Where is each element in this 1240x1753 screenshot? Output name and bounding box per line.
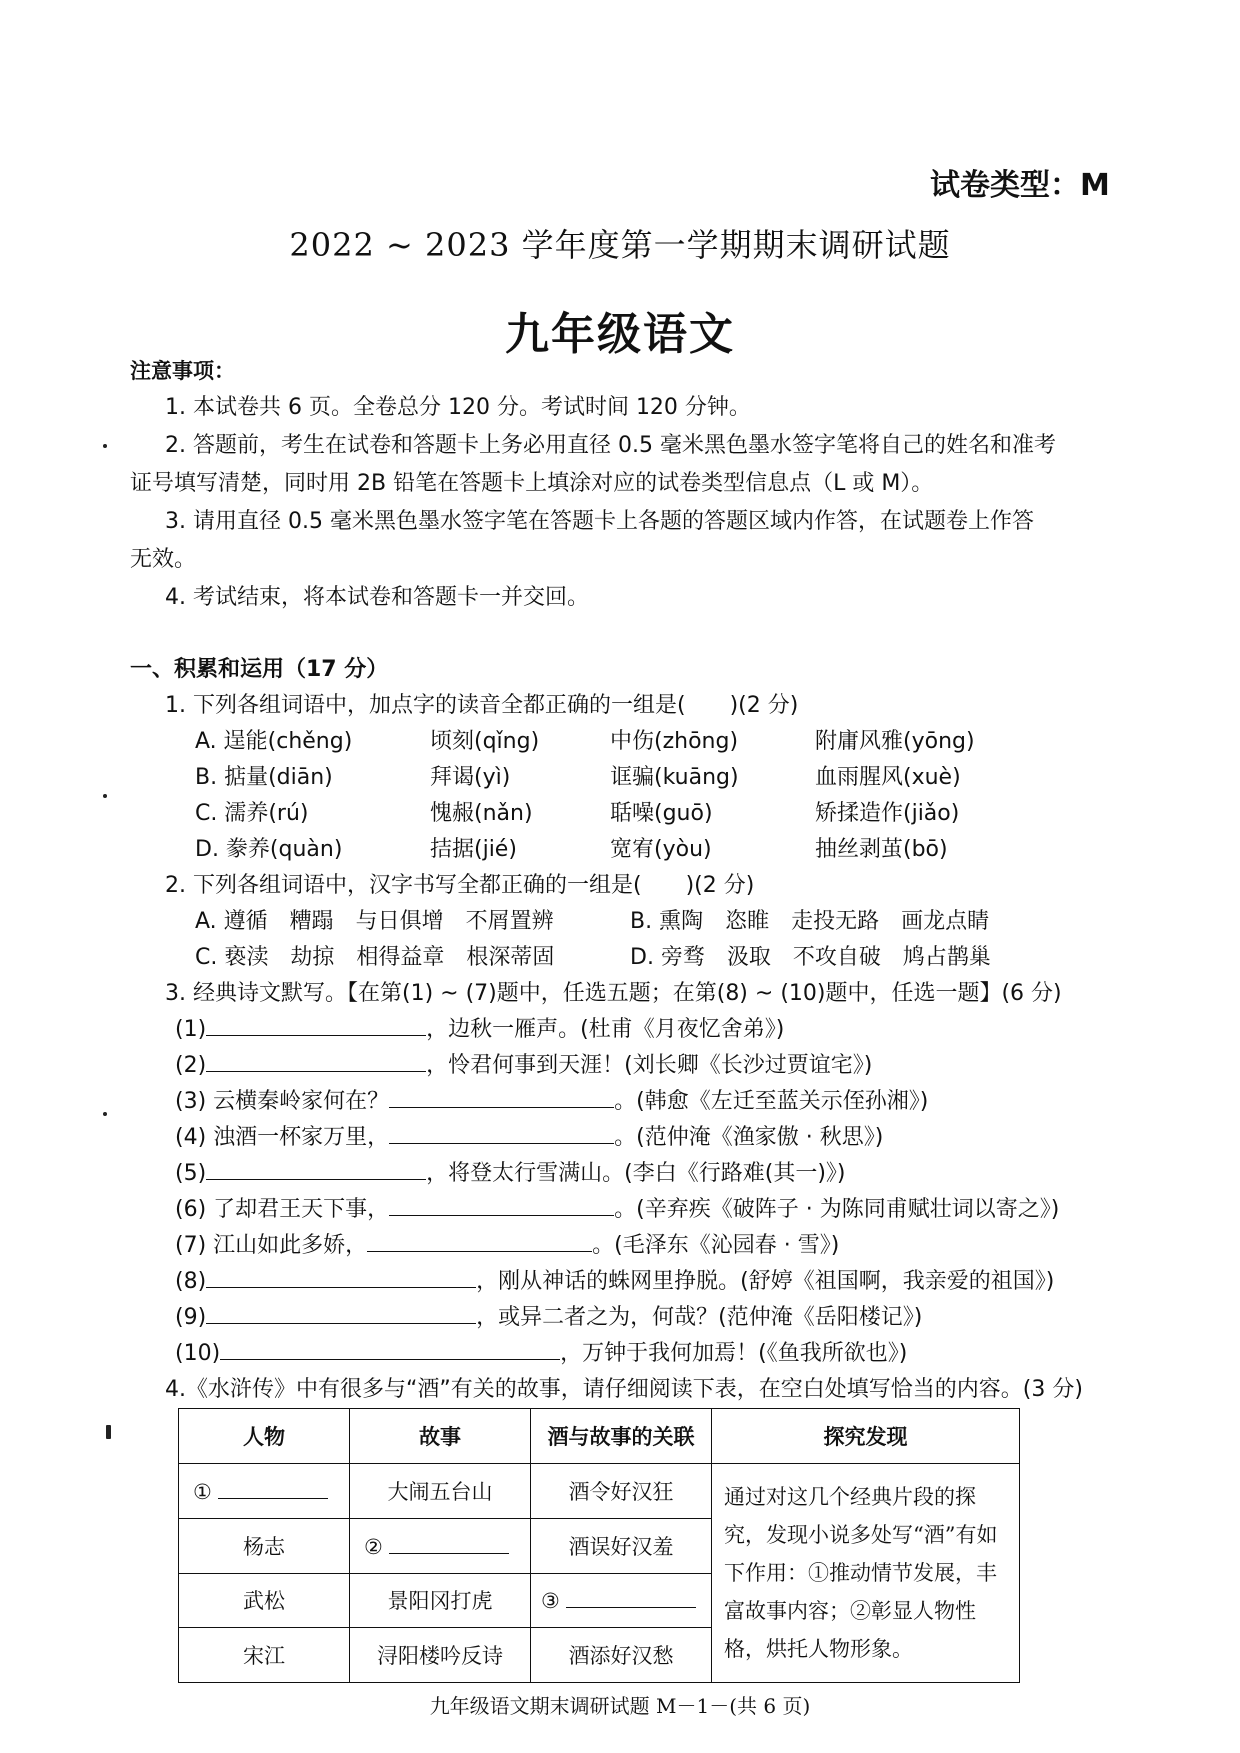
q1-b3: 诓骗(kuāng) xyxy=(610,765,739,790)
q4-stem: 4.《水浒传》中有很多与“酒”有关的故事，请仔细阅读下表，在空白处填写恰当的内容。(3 分) xyxy=(165,1377,1083,1402)
explore-cell: 通过对这几个经典片段的探究，发现小说多处写“酒”有如下作用：①推动情节发展，丰富故事内容；②彰显人物性格，烘托人物形象。 xyxy=(712,1464,1020,1683)
answer-blank[interactable] xyxy=(206,1303,476,1324)
q3-line-6: (6) 了却君王天下事， 。(辛弃疾《破阵子 · 为陈同甫赋壮词以寄之》) xyxy=(175,1197,1060,1222)
q1-c1: C. 濡养(rú) xyxy=(195,801,309,826)
notice-item-2: 2. 答题前，考生在试卷和答题卡上务必用直径 0.5 毫米黑色墨水签字笔将自己的姓名和准考 xyxy=(165,433,1056,458)
table-header: 探究发现 xyxy=(712,1409,1020,1464)
answer-blank[interactable] xyxy=(218,1478,328,1499)
table-cell: 酒添好汉愁 xyxy=(531,1628,712,1683)
q1-d4: 抽丝剥茧(bō) xyxy=(815,837,948,862)
section-heading: 一、积累和运用（17 分） xyxy=(130,657,389,682)
q3-line-4: (4) 浊酒一杯家万里， 。(范仲淹《渔家傲 · 秋思》) xyxy=(175,1125,884,1150)
q3-line-10: (10) ，万钟于我何加焉！(《鱼我所欲也》) xyxy=(175,1341,908,1366)
q3-line-9: (9) ，或异二者之为，何哉？(范仲淹《岳阳楼记》) xyxy=(175,1305,923,1330)
table-cell: 酒令好汉狂 xyxy=(531,1464,712,1519)
notice-heading: 注意事项： xyxy=(130,359,235,383)
notice-item-1: 1. 本试卷共 6 页。全卷总分 120 分。考试时间 120 分钟。 xyxy=(165,395,751,420)
q1-a2: 顷刻(qǐng) xyxy=(430,729,540,754)
notice-item-4: 4. 考试结束，将本试卷和答题卡一并交回。 xyxy=(165,585,589,610)
notice-item-2-cont: 证号填写清楚，同时用 2B 铅笔在答题卡上填涂对应的试卷类型信息点（L 或 M）。 xyxy=(130,471,934,496)
q2-option-d: D. 旁骛 汲取 不攻自破 鸠占鹊巢 xyxy=(630,945,991,970)
table-cell: 酒误好汉羞 xyxy=(531,1518,712,1573)
answer-blank[interactable] xyxy=(566,1587,696,1608)
q1-c4: 矫揉造作(jiǎo) xyxy=(815,801,960,826)
q1-c3: 聒噪(guō) xyxy=(610,801,713,826)
shuihu-wine-table xyxy=(178,1408,1020,1683)
q3-line-3: (3) 云横秦岭家何在？ 。(韩愈《左迁至蓝关示侄孙湘》) xyxy=(175,1089,929,1114)
table-header: 酒与故事的关联 xyxy=(531,1409,712,1464)
table-cell: ③ xyxy=(531,1573,712,1628)
q1-stem: 1. 下列各组词语中，加点字的读音全都正确的一组是( )(2 分) xyxy=(165,693,799,718)
q2-stem: 2. 下列各组词语中，汉字书写全都正确的一组是( )(2 分) xyxy=(165,873,755,898)
answer-blank[interactable] xyxy=(389,1123,614,1144)
exam-title: 2022 ~ 2023 学年度第一学期期末调研试题 xyxy=(289,226,951,264)
q1-b1: B. 掂量(diān) xyxy=(195,765,333,790)
q1-b2: 拜谒(yì) xyxy=(430,765,511,790)
answer-blank[interactable] xyxy=(389,1087,614,1108)
q1-d3: 宽宥(yòu) xyxy=(610,837,712,862)
table-cell: 景阳冈打虎 xyxy=(350,1573,531,1628)
q1-b4: 血雨腥风(xuè) xyxy=(815,765,961,790)
table-row xyxy=(179,1464,1020,1519)
answer-blank[interactable] xyxy=(220,1339,560,1360)
scan-mark xyxy=(103,794,107,798)
answer-blank[interactable] xyxy=(206,1159,426,1180)
answer-blank[interactable] xyxy=(206,1267,476,1288)
answer-blank[interactable] xyxy=(389,1195,614,1216)
table-cell: 宋江 xyxy=(179,1628,350,1683)
table-cell: 武松 xyxy=(179,1573,350,1628)
table-cell: ① xyxy=(179,1464,350,1519)
q3-line-1: (1) ，边秋一雁声。(杜甫《月夜忆舍弟》) xyxy=(175,1017,785,1042)
q2-option-c: C. 亵渎 劫掠 相得益章 根深蒂固 xyxy=(195,945,555,970)
q1-a3: 中伤(zhōng) xyxy=(610,729,739,754)
answer-blank[interactable] xyxy=(206,1051,426,1072)
table-header: 故事 xyxy=(350,1409,531,1464)
notice-item-3-cont: 无效。 xyxy=(130,547,197,572)
q3-line-5: (5) ，将登太行雪满山。(李白《行路难(其一)》) xyxy=(175,1161,846,1186)
answer-blank[interactable] xyxy=(206,1015,426,1036)
scan-mark xyxy=(106,1425,111,1439)
q3-stem: 3. 经典诗文默写。【在第(1) ~ (7)题中，任选五题；在第(8) ~ (10)题中，任选一题】(6 分) xyxy=(165,981,1062,1006)
paper-type-label: 试卷类型：M xyxy=(930,168,1110,203)
table-header: 人物 xyxy=(179,1409,350,1464)
scan-mark xyxy=(103,444,107,448)
q2-option-b: B. 熏陶 恣睢 走投无路 画龙点睛 xyxy=(630,909,990,934)
q1-c2: 愧赧(nǎn) xyxy=(430,801,533,826)
scan-mark xyxy=(103,1112,107,1116)
q1-a4: 附庸风雅(yōng) xyxy=(815,729,975,754)
q2-option-a: A. 遵循 糟蹋 与日俱增 不屑置辨 xyxy=(195,909,554,934)
q1-d2: 拮据(jié) xyxy=(430,837,517,862)
q3-line-8: (8) ，刚从神话的蛛网里挣脱。(舒婷《祖国啊，我亲爱的祖国》) xyxy=(175,1269,1055,1294)
answer-blank[interactable] xyxy=(389,1533,509,1554)
table-cell: 浔阳楼吟反诗 xyxy=(350,1628,531,1683)
subject-title: 九年级语文 xyxy=(505,309,735,360)
q1-a1: A. 逞能(chěng) xyxy=(195,729,353,754)
q1-d1: D. 豢养(quàn) xyxy=(195,837,343,862)
table-cell: 大闹五台山 xyxy=(350,1464,531,1519)
notice-item-3: 3. 请用直径 0.5 毫米黑色墨水签字笔在答题卡上各题的答题区域内作答，在试题卷上作答 xyxy=(165,509,1034,534)
answer-blank[interactable] xyxy=(367,1231,592,1252)
table-cell: 杨志 xyxy=(179,1518,350,1573)
table-cell: ② xyxy=(350,1518,531,1573)
q3-line-2: (2) ，怜君何事到天涯！(刘长卿《长沙过贾谊宅》) xyxy=(175,1053,873,1078)
q3-line-7: (7) 江山如此多娇， 。(毛泽东《沁园春 · 雪》) xyxy=(175,1233,840,1258)
page-footer: 九年级语文期末调研试题 M－1－(共 6 页) xyxy=(429,1694,811,1718)
